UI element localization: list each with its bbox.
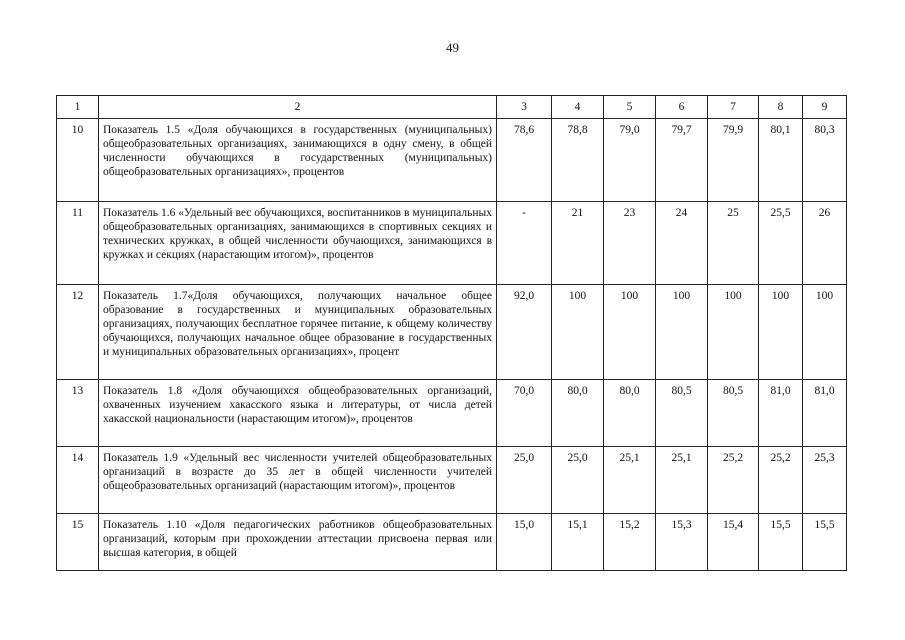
value-cell: 100 — [552, 285, 604, 380]
value-cell: 80,1 — [759, 119, 803, 202]
value-cell: 92,0 — [497, 285, 552, 380]
header-cell: 9 — [803, 96, 847, 119]
indicator-description-text: Показатель 1.10 «Доля педагогических работников общеобразовательных организаций, которым при прохождении аттестации присвоена первая или высшая категория, в общей — [103, 519, 492, 559]
value-cell: 78,6 — [497, 119, 552, 202]
row-number: 13 — [57, 380, 99, 447]
table-row — [57, 285, 847, 380]
value-cell: 15,3 — [656, 514, 708, 571]
header-cell: 7 — [708, 96, 759, 119]
value-cell: 25,5 — [759, 202, 803, 285]
indicator-description: Показатель 1.9 «Удельный вес численности учителей общеобразовательных организаций в возрасте до 35 лет в общей численности учителей общеобразовательных организаций (нарастающим итогом)», процентов — [99, 447, 497, 514]
value-cell: 80,5 — [708, 380, 759, 447]
value-cell: 78,8 — [552, 119, 604, 202]
value-cell: 80,0 — [604, 380, 656, 447]
value-cell: 25,1 — [604, 447, 656, 514]
row-number: 10 — [57, 119, 99, 202]
value-cell: 25,0 — [552, 447, 604, 514]
value-cell: 15,1 — [552, 514, 604, 571]
value-cell: 79,7 — [656, 119, 708, 202]
indicator-description: Показатель 1.7«Доля обучающихся, получающих начальное общее образование в государственных и муниципальных образовательных организациях, получающих бесплатное горячее питание, к общему количеству обучающихся, получающих начальное общее образование в государственных и муниципальных образовательных организациях», процент — [99, 285, 497, 380]
value-cell: 100 — [708, 285, 759, 380]
value-cell: 15,4 — [708, 514, 759, 571]
value-cell: 25,0 — [497, 447, 552, 514]
value-cell: 25,1 — [656, 447, 708, 514]
value-cell: 25,2 — [759, 447, 803, 514]
row-number: 14 — [57, 447, 99, 514]
row-number: 12 — [57, 285, 99, 380]
value-cell: 80,5 — [656, 380, 708, 447]
indicator-description: Показатель 1.6 «Удельный вес обучающихся, воспитанников в муниципальных общеобразовательных организациях, занимающихся в спортивных секциях и технических кружках, в общей численности обучающихся, занимающихся в кружках и секциях (нарастающим итогом)», процентов — [99, 202, 497, 285]
table-row — [57, 119, 847, 202]
header-cell: 5 — [604, 96, 656, 119]
value-cell: 15,2 — [604, 514, 656, 571]
value-cell: 80,0 — [552, 380, 604, 447]
value-cell: 100 — [803, 285, 847, 380]
table-row — [57, 202, 847, 285]
header-cell: 3 — [497, 96, 552, 119]
header-cell: 2 — [99, 96, 497, 119]
header-row — [57, 96, 847, 119]
value-cell: 81,0 — [803, 380, 847, 447]
table-row — [57, 514, 847, 571]
value-cell: 15,5 — [759, 514, 803, 571]
table-row — [57, 447, 847, 514]
value-cell: 15,5 — [803, 514, 847, 571]
value-cell: 70,0 — [497, 380, 552, 447]
row-number: 15 — [57, 514, 99, 571]
value-cell: 24 — [656, 202, 708, 285]
value-cell: 25 — [708, 202, 759, 285]
value-cell: 26 — [803, 202, 847, 285]
value-cell: 100 — [759, 285, 803, 380]
value-cell: 100 — [604, 285, 656, 380]
header-cell: 6 — [656, 96, 708, 119]
row-number: 11 — [57, 202, 99, 285]
value-cell: 100 — [656, 285, 708, 380]
header-cell: 8 — [759, 96, 803, 119]
value-cell: 80,3 — [803, 119, 847, 202]
header-cell: 4 — [552, 96, 604, 119]
indicators-table — [56, 95, 847, 571]
indicator-description — [99, 514, 497, 571]
value-cell: 79,0 — [604, 119, 656, 202]
indicator-description: Показатель 1.8 «Доля обучающихся общеобразовательных организаций, охваченных изучением хакасского языка и литературы, от числа детей хакасской национальности (нарастающим итогом)», процентов — [99, 380, 497, 447]
value-cell: 25,3 — [803, 447, 847, 514]
page-number: 49 — [446, 40, 459, 55]
indicator-description: Показатель 1.5 «Доля обучающихся в государственных (муниципальных) общеобразовательных организациях, занимающихся в одну смену, в общей численности обучающихся в государственных (муниципальных) общеобразовательных организациях», процентов — [99, 119, 497, 202]
header-cell: 1 — [57, 96, 99, 119]
value-cell: 23 — [604, 202, 656, 285]
value-cell: 81,0 — [759, 380, 803, 447]
value-cell: - — [497, 202, 552, 285]
value-cell: 15,0 — [497, 514, 552, 571]
table-row — [57, 380, 847, 447]
value-cell: 21 — [552, 202, 604, 285]
value-cell: 25,2 — [708, 447, 759, 514]
value-cell: 79,9 — [708, 119, 759, 202]
